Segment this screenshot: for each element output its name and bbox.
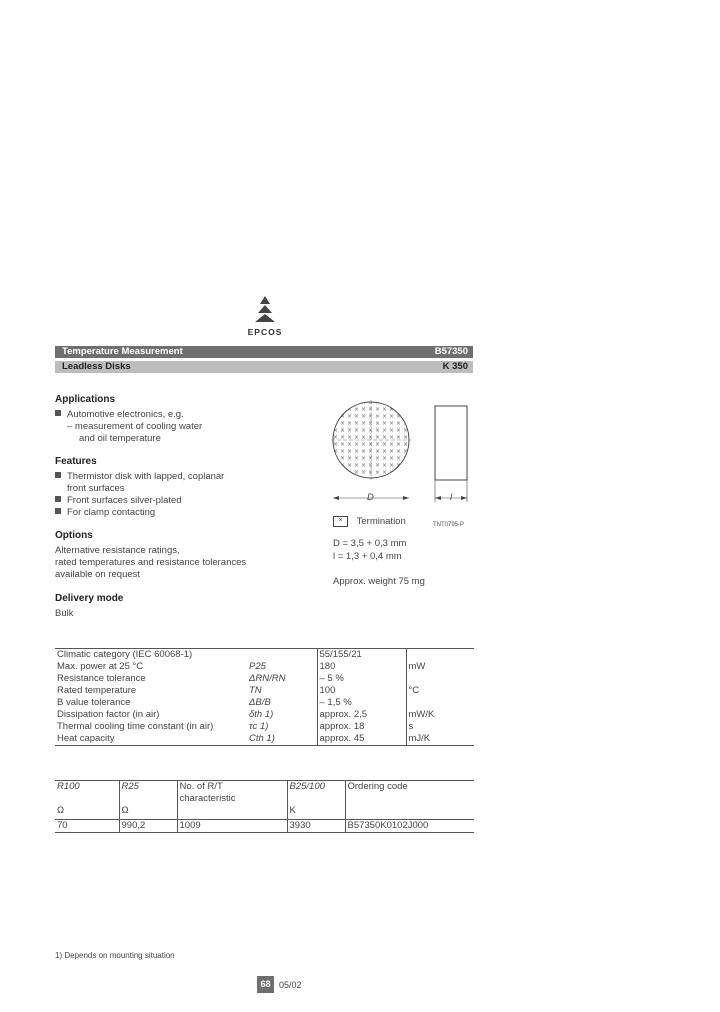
ordering-table (55, 780, 474, 833)
feature-item: Front surfaces silver-plated (67, 495, 182, 506)
applications-line: and oil temperature (79, 433, 161, 444)
termination-legend (333, 516, 406, 528)
specs-table (55, 648, 474, 746)
cell-r25: 990,2 (119, 820, 177, 833)
termination-symbol-icon: × (333, 516, 348, 527)
table-row (55, 820, 474, 833)
spec-unit: s (408, 721, 414, 732)
cell-code: B57350K0102J000 (345, 820, 474, 833)
part-number: B57350 (434, 346, 468, 357)
options-line: available on request (55, 569, 141, 580)
page-number: 68 (257, 976, 274, 993)
options-text (55, 545, 246, 581)
spec-sym: ΔB/B (249, 697, 271, 708)
options-heading: Options (55, 530, 93, 541)
spec-name: Max. power at 25 °C (57, 661, 144, 672)
spec-sym: δth 1) (249, 709, 274, 720)
series-label: K 350 (442, 361, 468, 372)
options-line: Alternative resistance ratings, (55, 545, 180, 556)
weight-spec: Approx. weight 75 mg (333, 576, 425, 587)
spec-unit: mJ/K (406, 733, 474, 746)
spec-name: B value tolerance (57, 697, 131, 708)
spec-val: – 1,5 % (317, 697, 406, 709)
bullet-icon (55, 508, 61, 514)
table-row (55, 661, 474, 673)
table-row (55, 697, 474, 709)
spec-val: approx. 45 (317, 733, 406, 746)
col-header-code: Ordering code (347, 781, 408, 792)
dim-label-l: l (450, 492, 453, 503)
spec-unit: mW (408, 661, 426, 672)
features-heading: Features (55, 456, 97, 467)
spec-unit (406, 673, 474, 685)
features-list (55, 471, 224, 519)
spec-val: approx. 18 (317, 721, 406, 733)
spec-name: Rated temperature (57, 685, 137, 696)
category-title: Temperature Measurement (62, 346, 183, 357)
table-row (55, 721, 474, 733)
applications-line: – measurement of cooling water (67, 421, 203, 432)
bullet-icon (55, 496, 61, 502)
spec-unit (406, 649, 474, 662)
feature-item: For clamp contacting (67, 507, 156, 518)
table-row (55, 673, 474, 685)
spec-sym: τc 1) (249, 721, 269, 732)
cell-b: 3930 (287, 820, 345, 833)
feature-item: front surfaces (67, 483, 125, 494)
table-row (55, 685, 474, 697)
col-header-r100: R100 (57, 781, 80, 792)
col-header-rt: No. of R/T (179, 781, 223, 792)
spec-name: Resistance tolerance (57, 673, 146, 684)
spec-sym: Cth 1) (247, 733, 317, 746)
spec-sym: ΔRN/RN (249, 673, 286, 684)
spec-sym: TN (249, 685, 262, 696)
spec-name: Heat capacity (55, 733, 247, 746)
disk-dimension-drawing (325, 398, 475, 510)
bullet-icon (55, 410, 61, 416)
epcos-triangle-icon (253, 296, 277, 322)
dim-l-spec: l = 1,3 + 0,4 mm (333, 551, 402, 562)
spec-unit: mW/K (408, 709, 435, 720)
delivery-value: Bulk (55, 608, 74, 619)
epcos-logo (240, 296, 290, 337)
col-unit-r100: Ω (57, 805, 65, 816)
dim-label-d: D (367, 492, 374, 503)
ordering-header-row (55, 781, 474, 820)
dim-d-spec: D = 3,5 + 0,3 mm (333, 538, 407, 549)
cell-rt: 1009 (177, 820, 287, 833)
col-unit-b: K (289, 805, 296, 816)
spec-name: Climatic category (IEC 60068-1) (55, 649, 247, 662)
brand-name: EPCOS (247, 327, 283, 337)
options-line: rated temperatures and resistance tolerances (55, 557, 247, 568)
footnote: 1) Depends on mounting situation (55, 951, 175, 960)
drawing-code: TNT0795-P (433, 522, 465, 528)
spec-val: approx. 2,5 (317, 709, 406, 721)
spec-val: 55/155/21 (317, 649, 406, 662)
spec-val: – 5 % (317, 673, 406, 685)
col-header-b: B25/100 (289, 781, 325, 792)
subcategory-bar (55, 361, 473, 373)
spec-val: 180 (317, 661, 406, 673)
termination-label: Termination (356, 516, 406, 528)
table-row (55, 709, 474, 721)
delivery-heading: Delivery mode (55, 593, 124, 604)
applications-line: Automotive electronics, e.g. (67, 409, 184, 420)
category-bar (55, 346, 473, 358)
spec-sym: P25 (249, 661, 266, 672)
col-header-r25: R25 (121, 781, 139, 792)
feature-item: Thermistor disk with lapped, coplanar (67, 471, 225, 482)
bullet-icon (55, 472, 61, 478)
applications-list (55, 409, 202, 445)
col-header-rt-2: characteristic (179, 793, 236, 804)
col-unit-r25: Ω (121, 805, 129, 816)
spec-name: Thermal cooling time constant (in air) (57, 721, 214, 732)
applications-heading: Applications (55, 394, 116, 405)
cell-r100: 70 (55, 820, 119, 833)
spec-name: Dissipation factor (in air) (57, 709, 160, 720)
table-row (55, 733, 474, 746)
subcategory-title: Leadless Disks (62, 361, 131, 372)
spec-val: 100 (317, 685, 406, 697)
page-date: 05/02 (279, 980, 302, 990)
spec-unit: °C (408, 685, 420, 696)
spec-unit (406, 697, 474, 709)
table-row (55, 649, 474, 662)
spec-sym (247, 649, 317, 662)
